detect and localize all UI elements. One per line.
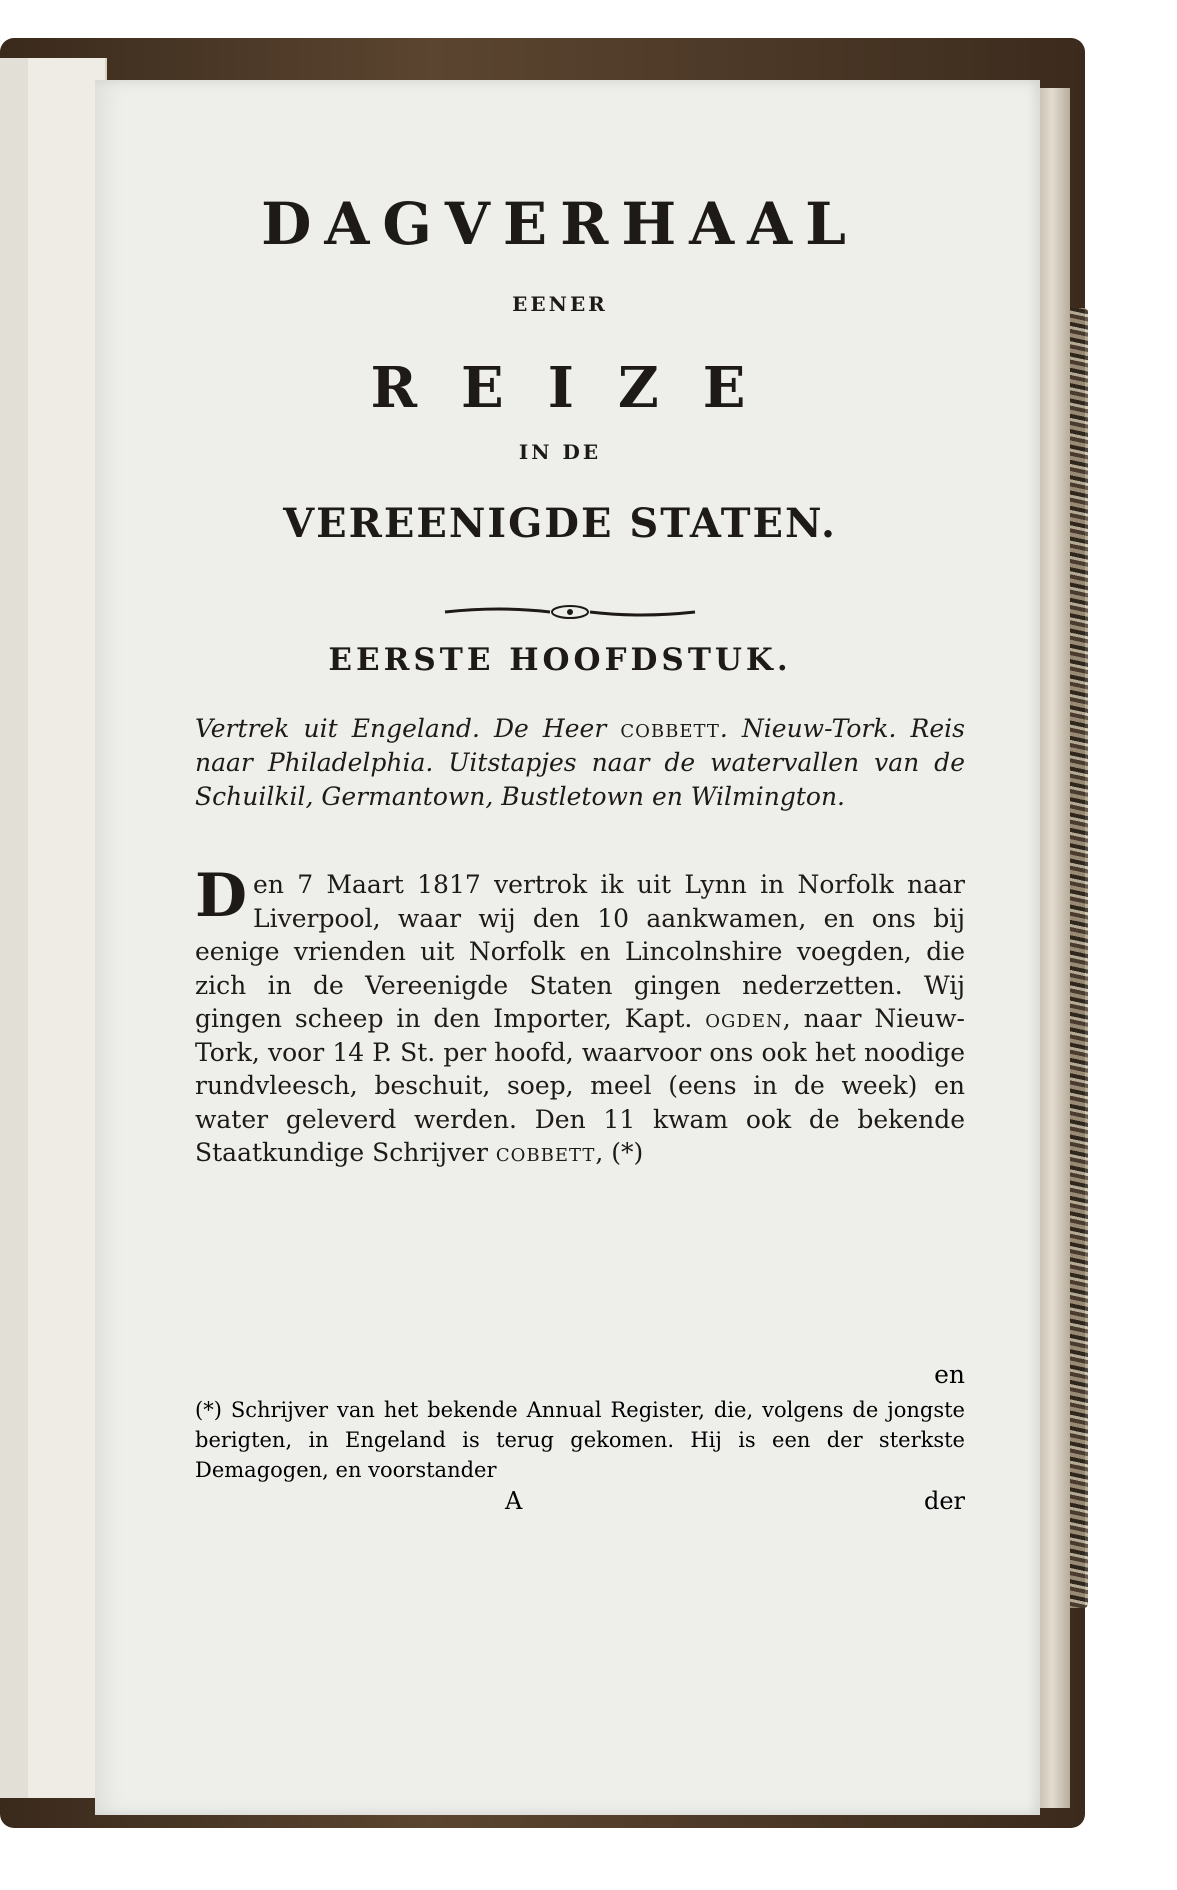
title-in-de: IN DE <box>518 440 602 464</box>
chapter-summary <box>195 712 965 814</box>
signature-mark: A <box>505 1487 523 1515</box>
summary-name-cobbett: cobbett <box>620 714 720 743</box>
body-text <box>195 861 965 1170</box>
title-eener: EENER <box>512 292 608 316</box>
catchword: der <box>923 1487 965 1515</box>
summary-part-b: . Nieuw-Tork. Reis naar Philadelphia. Uitstapjes naar de watervallen van de Schuilkil, Germantown, Bustletown en Wilmington. <box>195 714 965 811</box>
page-subtitle: VEREENIGDE STATEN. <box>283 500 837 547</box>
title-reize: REIZE <box>370 355 790 421</box>
body-part-1: en 7 Maart 1817 vertrok ik uit Lynn in Norfolk naar Liverpool, waar wij den 10 aankwamen, en ons bij eenige vrienden uit Norfolk en Lincolnshire voegden, die zich in de Vereenigde Staten gingen nederzetten. Wij gingen scheep in den Importer, Kapt. <box>195 870 965 1033</box>
body-part-3: , (*) <box>595 1138 644 1167</box>
page-edge <box>1040 88 1070 1808</box>
body-name-ogden: ogden <box>705 1004 783 1033</box>
page-title: DAGVERHAAL <box>261 190 859 258</box>
footnote: (*) Schrijver van het bekende Annual Register, die, volgens de jongste berigten, in Engeland is terug gekomen. Hij is een der sterkste Demagogen, en voorstander <box>195 1398 965 1482</box>
line-catchword: en <box>934 1360 965 1389</box>
body-part-2: , naar Nieuw-Tork, voor 14 P. St. per hoofd, waarvoor ons ook het noodige rundvleesch, beschuit, soep, meel (eens in de week) en water geleverd werden. Den 11 kwam ook de bekende Staatkundige Schrijver <box>195 1004 965 1167</box>
chapter-heading: EERSTE HOOFDSTUK. <box>328 642 792 678</box>
summary-part-a: Vertrek uit Engeland. De Heer <box>195 714 621 743</box>
body-name-cobbett: cobbett <box>495 1138 596 1167</box>
ornamental-divider <box>440 602 700 622</box>
left-page <box>0 58 107 1798</box>
drop-cap: D <box>195 861 248 931</box>
